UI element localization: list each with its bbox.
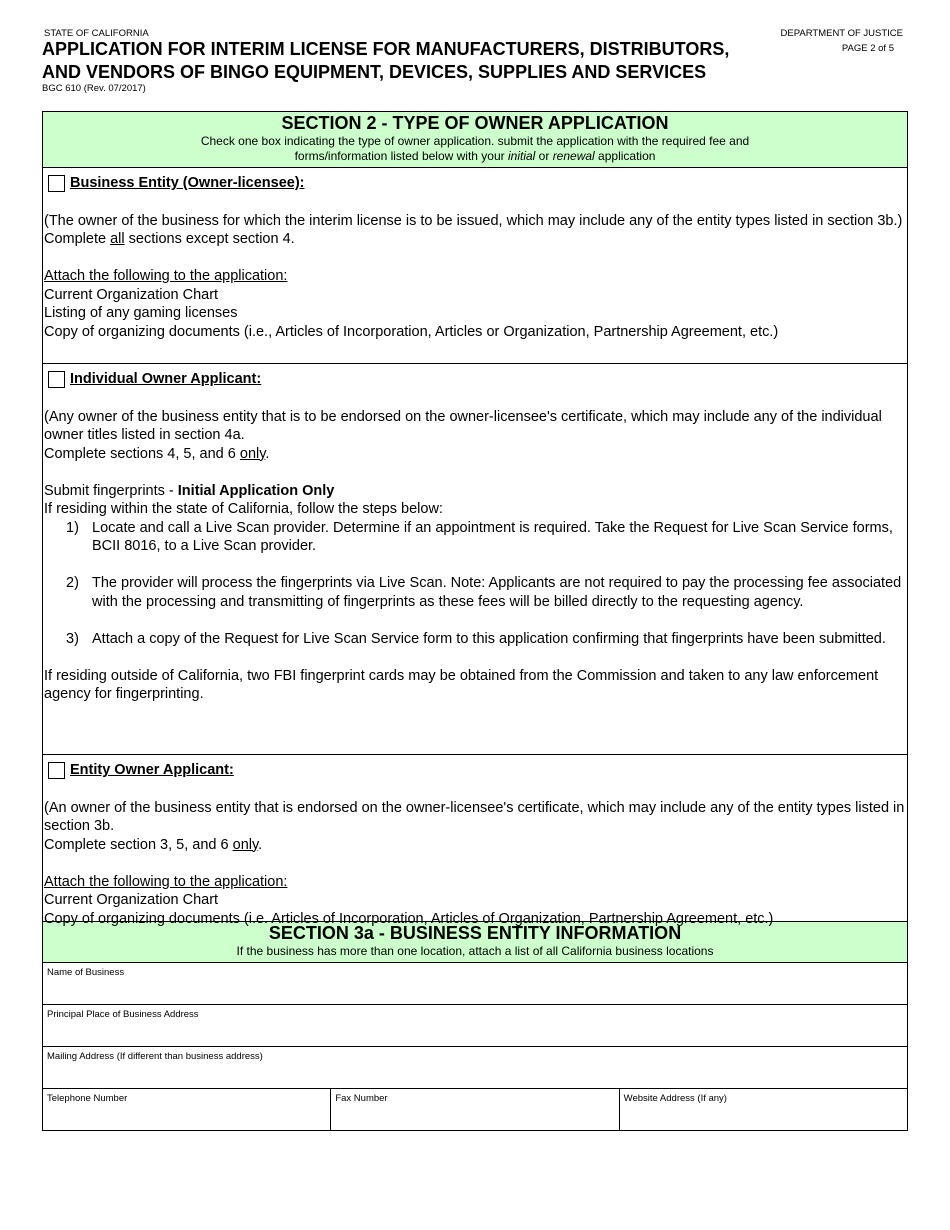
step-number: 3) (66, 630, 79, 647)
step-text: Attach a copy of the Request for Live Scan Service form to this application confirming that fingerprints have been submitted. (92, 630, 886, 647)
individual-owner-description: (Any owner of the business entity that is to be endorsed on the owner-licensee's certificate, which may include any of the individual owner titles listed in section 4a. (44, 408, 882, 443)
complete-all: all (110, 231, 125, 247)
entity-owner-description: (An owner of the business entity that is endorsed on the owner-licensee's certificate, which may include any of the entity types listed in section 3b. (44, 799, 905, 834)
attachment-item: Listing of any gaming licenses (44, 305, 238, 321)
individual-owner-option[interactable] (44, 364, 907, 389)
step-number: 2) (66, 575, 79, 591)
individual-owner-complete (44, 445, 907, 464)
field-row (43, 1005, 907, 1047)
mailing-address-field[interactable] (43, 1047, 907, 1088)
section-2-title: SECTION 2 - TYPE OF OWNER APPLICATION (281, 113, 669, 133)
fingerprints-heading (44, 482, 907, 501)
business-info-fields (43, 963, 907, 1130)
form-title (42, 38, 782, 84)
complete-post: sections except section 4. (124, 231, 295, 247)
application-form (42, 111, 908, 1131)
individual-owner-block (43, 364, 907, 755)
fingerprints-pre: Submit fingerprints - (44, 482, 178, 499)
business-entity-block (43, 168, 907, 364)
field-label: Principal Place of Business Address (47, 1009, 199, 1020)
fax-field[interactable] (331, 1089, 619, 1130)
field-label: Name of Business (47, 967, 125, 978)
field-label: Website Address (If any) (623, 1093, 727, 1104)
entity-owner-option[interactable] (44, 755, 907, 780)
department-label: DEPARTMENT OF JUSTICE (780, 28, 903, 39)
instructions-initial: initial (507, 149, 536, 163)
instructions-line1: Check one box indicating the type of owner application. submit the application with the required fee and (200, 134, 750, 148)
business-entity-option[interactable] (44, 168, 907, 193)
field-label: Mailing Address (If different than business address) (47, 1051, 263, 1062)
field-row (43, 1089, 907, 1130)
instructions-renewal: renewal (552, 149, 595, 163)
principal-address-field[interactable] (43, 1005, 907, 1046)
complete-post: . (265, 445, 270, 462)
step-item (44, 519, 907, 556)
instructions-or: or (535, 149, 553, 163)
field-label: Fax Number (335, 1093, 388, 1104)
step-item (44, 574, 907, 611)
name-of-business-field[interactable] (43, 963, 907, 1004)
section-2-header (43, 112, 907, 168)
business-entity-attach-heading: Attach the following to the application: (44, 268, 288, 284)
fingerprints-bold: Initial Application Only (177, 482, 335, 499)
step-text: The provider will process the fingerprints via Live Scan. Note: Applicants are not required to pay the processing fee associated with the processing and transmitting of fingerprints as these fees will be billed directly to the requesting agency. (92, 575, 902, 610)
attachment-item: Current Organization Chart (44, 892, 219, 908)
complete-only: only (232, 836, 259, 853)
outside-ca-text: If residing outside of California, two FBI fingerprint cards may be obtained from the Commission and taken to any law enforcement agency for fingerprinting. (44, 667, 879, 702)
entity-owner-complete (44, 836, 907, 855)
form-title-line1: APPLICATION FOR INTERIM LICENSE FOR MANUFACTURERS, DISTRIBUTORS, (42, 39, 730, 59)
instructions-line2 (43, 149, 907, 164)
business-entity-checkbox[interactable] (48, 175, 65, 192)
state-label: STATE OF CALIFORNIA (44, 28, 149, 39)
instructions-line2-text: forms/information listed below with your (294, 149, 508, 163)
step-number: 1) (66, 519, 79, 536)
entity-owner-label: Entity Owner Applicant: (70, 761, 234, 778)
business-entity-complete (44, 230, 907, 249)
residing-ca-text: If residing within the state of California, follow the steps below: (44, 501, 443, 517)
complete-pre: Complete sections 4, 5, and 6 (44, 445, 240, 462)
individual-owner-checkbox[interactable] (48, 371, 65, 388)
field-row (43, 963, 907, 1005)
complete-pre: Complete (44, 231, 111, 247)
entity-owner-attach-heading: Attach the following to the application: (44, 873, 288, 890)
individual-owner-label: Individual Owner Applicant: (70, 370, 262, 387)
complete-only: only (239, 445, 266, 462)
step-text: Locate and call a Live Scan provider. Determine if an appointment is required. Take the Request for Live Scan Service forms, BCII 8016, to a Live Scan provider. (92, 519, 893, 554)
section-3a-title: SECTION 3a - BUSINESS ENTITY INFORMATION (268, 923, 682, 943)
entity-owner-block (43, 755, 907, 927)
business-entity-description: (The owner of the business for which the interim license is to be issued, which may include any of the entity types listed in section 3b.) (44, 212, 903, 229)
section-3a-header (43, 922, 907, 963)
attachment-item: Copy of organizing documents (i.e., Articles of Incorporation, Articles or Organization, Partnership Agreement, etc.) (44, 323, 779, 340)
step-item (44, 630, 907, 649)
telephone-field[interactable] (43, 1089, 331, 1130)
business-entity-label: Business Entity (Owner-licensee): (70, 174, 305, 191)
complete-pre: Complete section 3, 5, and 6 (44, 836, 233, 853)
attachment-item: Copy of organizing documents (i.e. Articles of Incorporation, Articles of Organization, Partnership Agreement, etc.) (44, 910, 774, 927)
attachment-item: Current Organization Chart (44, 286, 219, 303)
instructions-post: application (594, 149, 656, 163)
page-number: PAGE 2 of 5 (841, 43, 894, 54)
section-2-instructions (43, 134, 907, 164)
complete-post: . (258, 836, 263, 853)
form-title-line2: AND VENDORS OF BINGO EQUIPMENT, DEVICES, SUPPLIES AND SERVICES (42, 62, 707, 82)
section-3a-subtitle: If the business has more than one location, attach a list of all California business locations (236, 944, 714, 958)
field-row (43, 1047, 907, 1089)
website-field[interactable] (620, 1089, 907, 1130)
form-number: BGC 610 (Rev. 07/2017) (42, 83, 146, 94)
entity-owner-checkbox[interactable] (48, 762, 65, 779)
field-label: Telephone Number (47, 1093, 128, 1104)
